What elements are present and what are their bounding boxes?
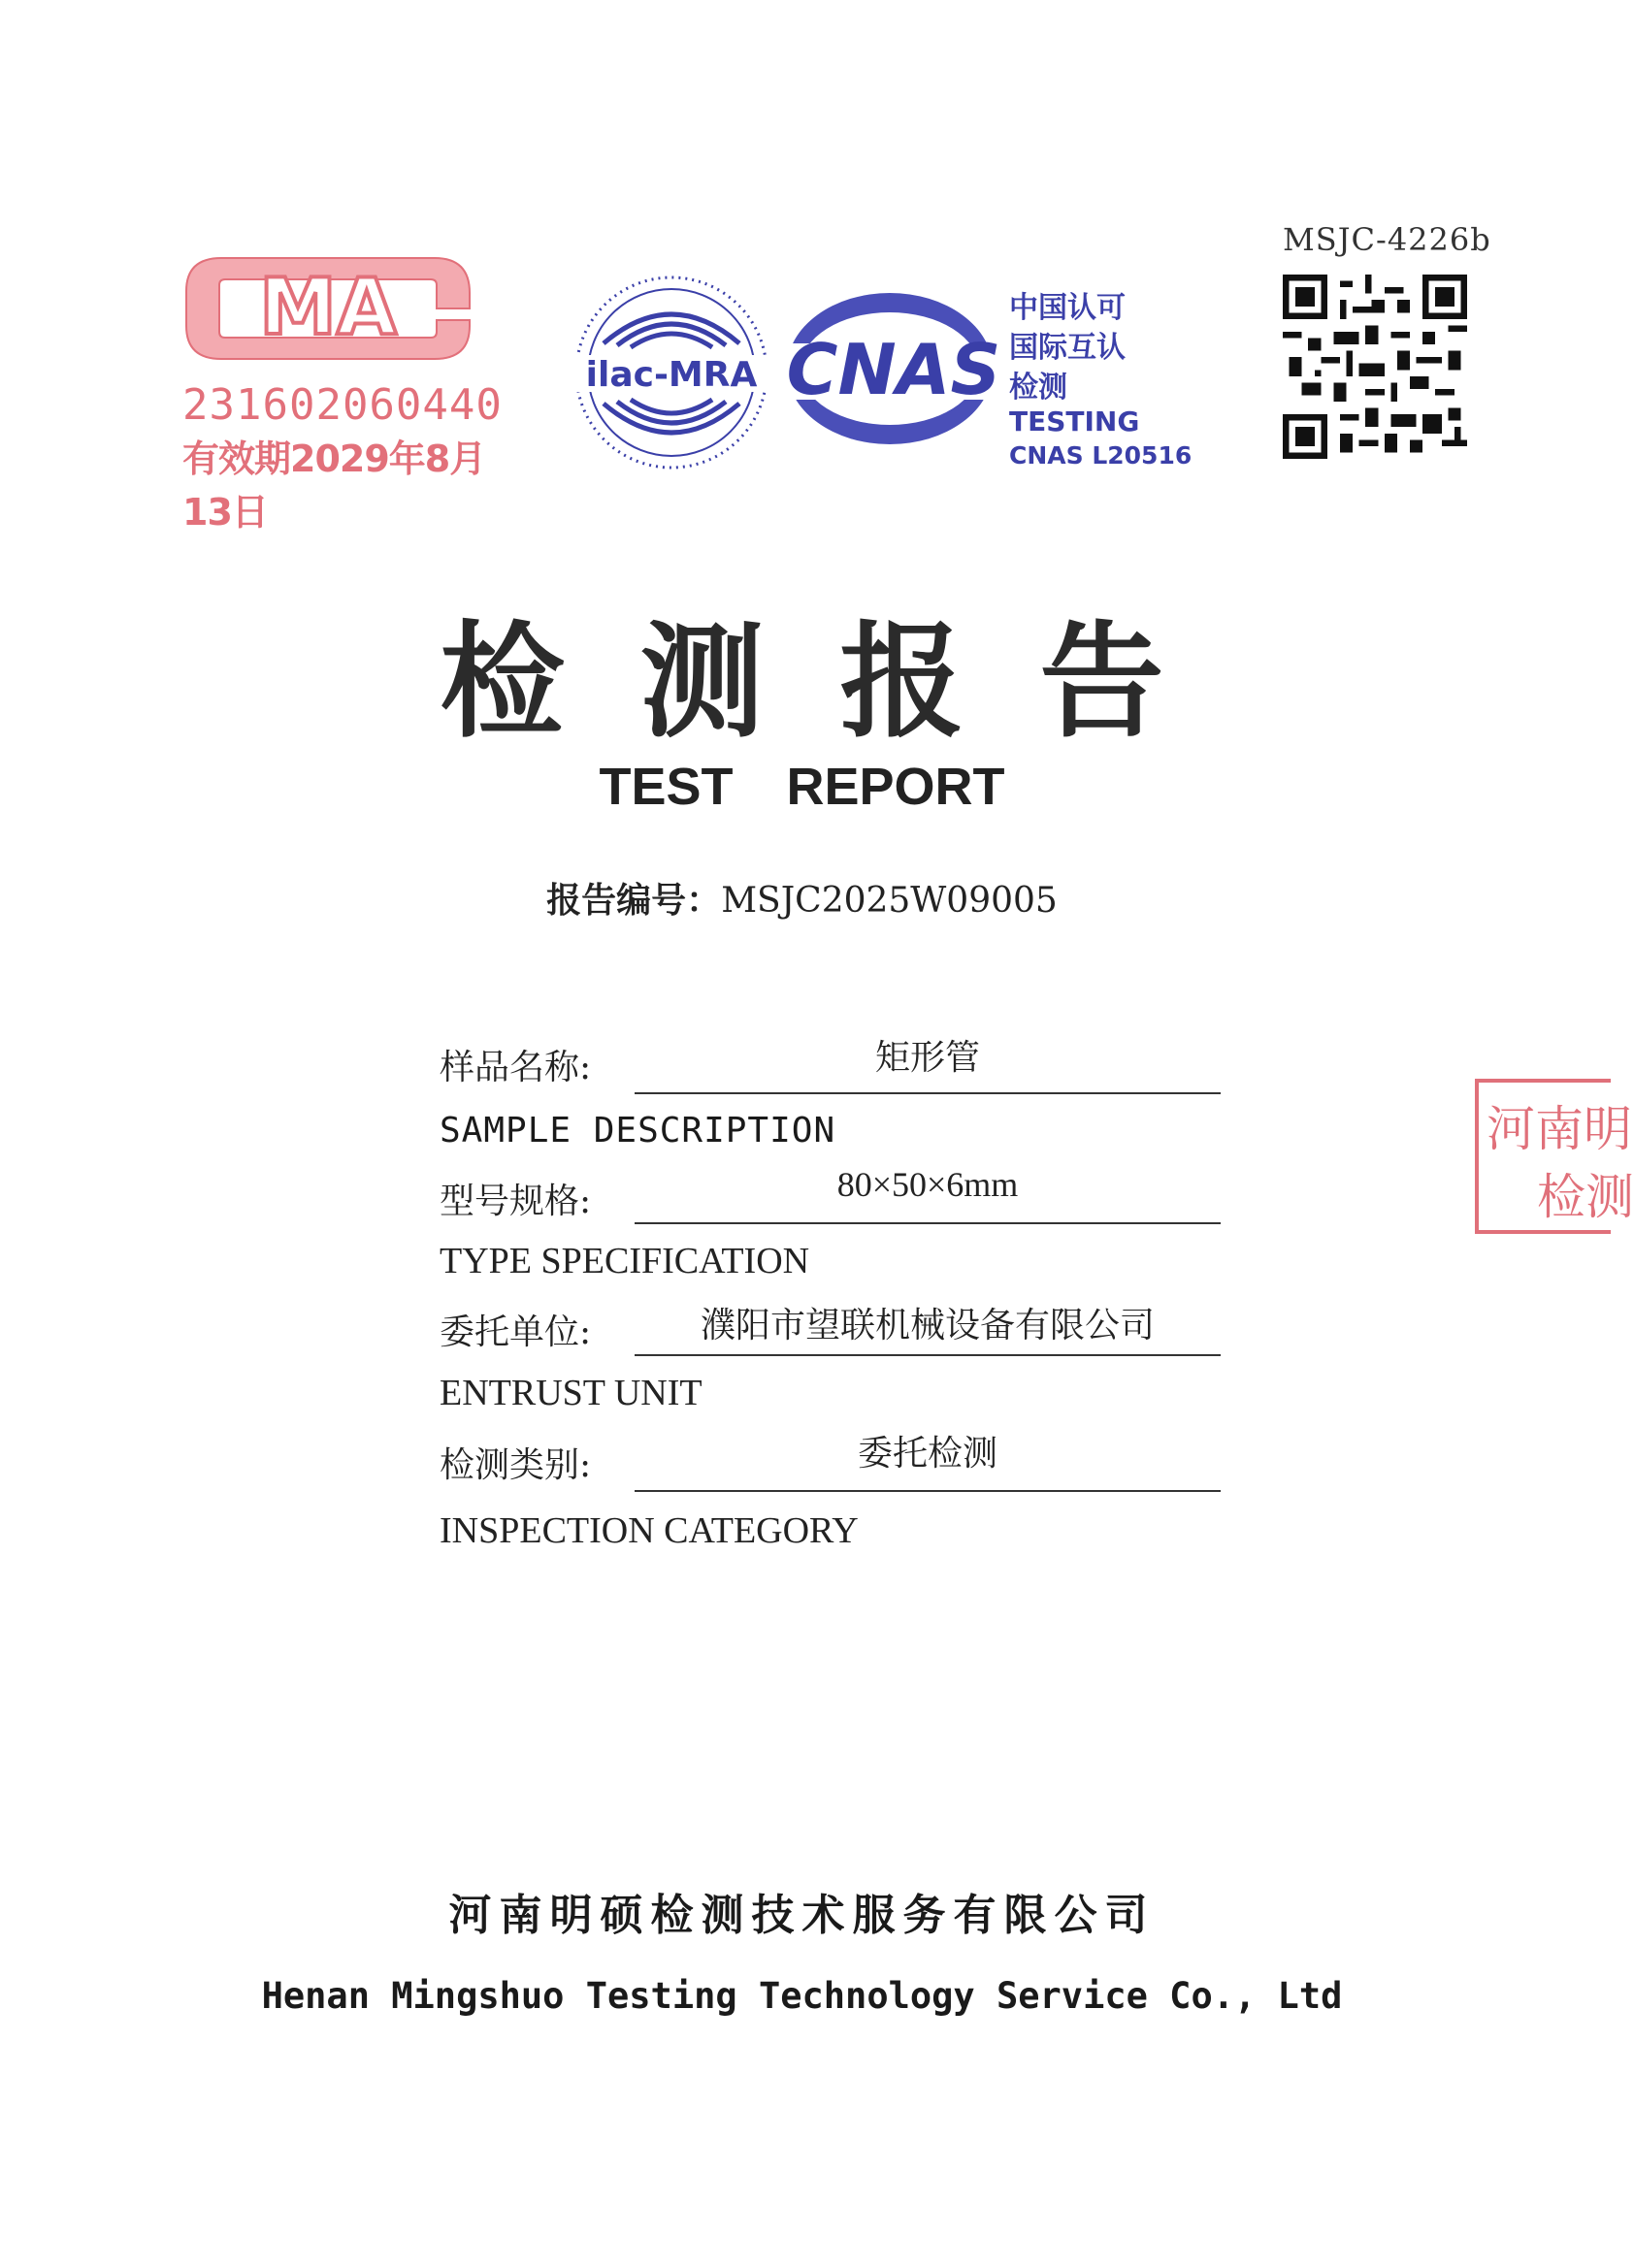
inspection-category-value: 委托检测 bbox=[857, 1434, 997, 1474]
report-title-cn: 检测报告 bbox=[440, 609, 1240, 755]
type-specification-label-en: TYPE SPECIFICATION bbox=[440, 1241, 810, 1281]
ilac-mra-logo bbox=[571, 266, 772, 479]
type-spec-label: 型号规格: bbox=[440, 1182, 592, 1221]
cma-logo-text: MA bbox=[259, 262, 397, 352]
sample-name-label: 样品名称: bbox=[440, 1048, 592, 1087]
cnas-testing-cn-text: 检测 bbox=[1009, 371, 1067, 405]
ilac-logo-text: ilac-MRA bbox=[585, 355, 758, 395]
cnas-logo-text: CNAS bbox=[786, 329, 1001, 410]
inspection-category-label-en: INSPECTION CATEGORY bbox=[440, 1510, 859, 1551]
inspection-category-underline bbox=[635, 1490, 1221, 1492]
entrust-unit-label-en: ENTRUST UNIT bbox=[440, 1373, 703, 1413]
qr-code-icon[interactable] bbox=[1283, 275, 1467, 459]
entrust-unit-underline bbox=[635, 1354, 1221, 1356]
cma-validity: 有效期2029年8月13日 bbox=[182, 437, 486, 534]
cnas-number-text: CNAS L20516 bbox=[1009, 441, 1193, 470]
company-name-en: Henan Mingshuo Testing Technology Service Co., Ltd bbox=[261, 1975, 1343, 2017]
report-number bbox=[0, 873, 1604, 923]
entrust-unit-label: 委托单位: bbox=[440, 1312, 592, 1352]
type-spec-value: 80×50×6mm bbox=[836, 1165, 1019, 1204]
sample-name-underline bbox=[635, 1092, 1221, 1094]
sample-description-label-en: SAMPLE DESCRIPTION bbox=[440, 1111, 836, 1150]
entrust-unit-value: 濮阳市望联机械设备有限公司 bbox=[700, 1306, 1155, 1345]
seal-text-line1: 河南明 bbox=[1487, 1101, 1632, 1157]
seal-text-line2: 检测 bbox=[1537, 1169, 1634, 1225]
document-code: MSJC-4226b bbox=[1283, 221, 1491, 258]
inspection-category-label: 检测类别: bbox=[440, 1445, 592, 1485]
report-title-en: TEST REPORT bbox=[599, 758, 1005, 816]
report-number-value: MSJC2025W09005 bbox=[721, 881, 1058, 921]
cnas-china-accreditation-text: 中国认可 bbox=[1009, 291, 1126, 325]
cma-number: 231602060440 bbox=[182, 380, 503, 430]
type-spec-underline bbox=[635, 1222, 1221, 1224]
cma-logo bbox=[182, 250, 474, 367]
cnas-logo bbox=[781, 289, 1009, 449]
cnas-testing-en-text: TESTING bbox=[1009, 405, 1140, 437]
sample-name-value: 矩形管 bbox=[874, 1038, 980, 1078]
company-seal-stamp bbox=[1475, 1079, 1634, 1234]
cnas-mutual-recognition-text: 国际互认 bbox=[1009, 331, 1126, 365]
company-name-cn: 河南明硕检测技术服务有限公司 bbox=[448, 1891, 1156, 1940]
report-number-label: 报告编号： bbox=[546, 880, 722, 921]
